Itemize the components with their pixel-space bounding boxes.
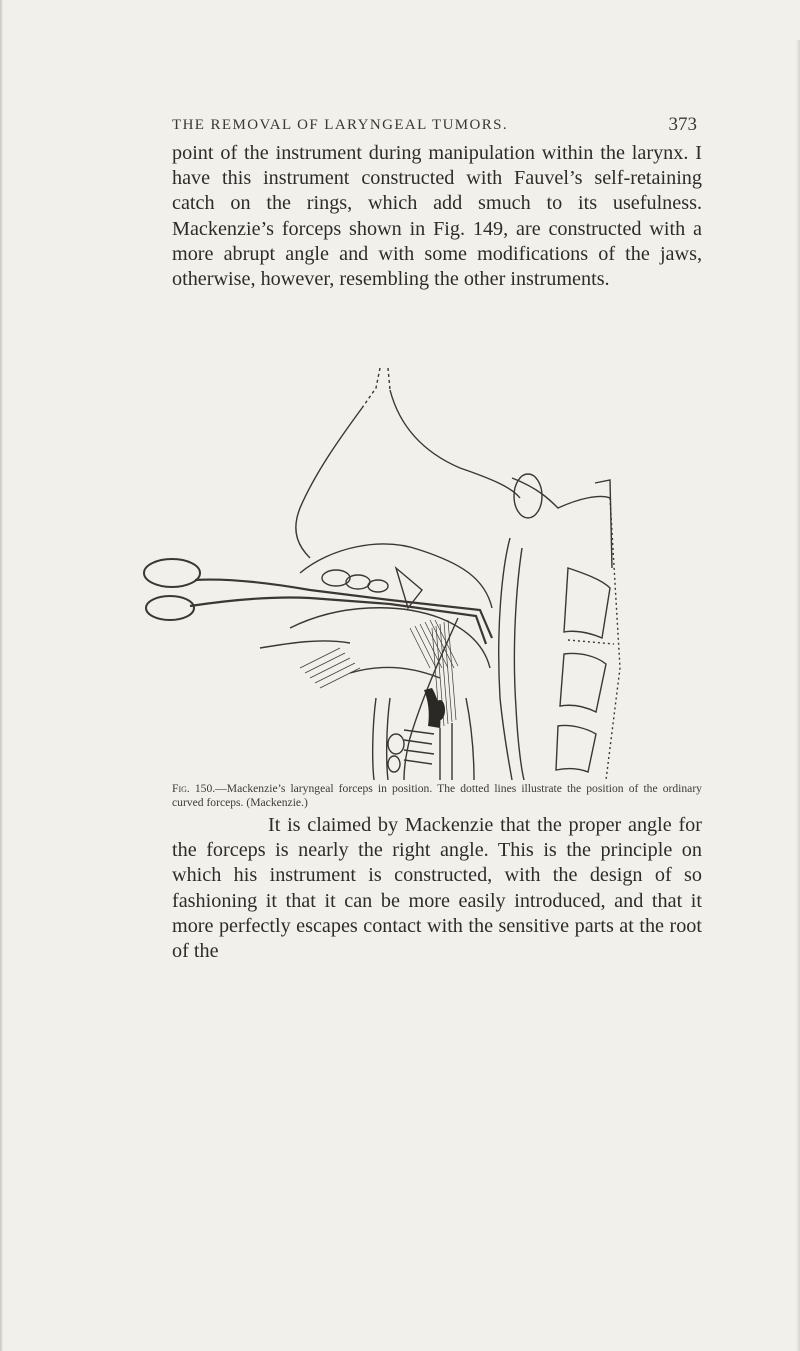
- page-edge-left: [0, 0, 3, 1351]
- page-edge-right: [796, 40, 800, 1351]
- figure-label: Fig. 150.: [172, 782, 216, 795]
- page-number: 373: [668, 114, 697, 135]
- running-head: THE REMOVAL OF LARYNGEAL TUMORS.: [172, 117, 509, 133]
- figure-caption: [172, 782, 702, 810]
- forceps-ring-upper: [144, 559, 200, 587]
- paragraph-2-text: It is claimed by Mackenzie that the proper angle for the forceps is nearly the right angle. This is the principle on which his instrument is constructed, with the design of so fashioning it that it can be more easily introduced, and that it more perfectly escapes contact with the sensitive parts at the root of the: [172, 814, 702, 963]
- paragraph-1: point of the instrument during manipulation within the larynx. I have this instrument constructed with Fauvel’s self-retaining catch on the rings, which add smuch to its usefulness. Mackenzie’s forceps shown in Fig. 149, are constructed with a more abrupt angle and with some modifications of the jaws, otherwise, however, resembling the other instruments.: [172, 142, 702, 291]
- paragraph-2: [172, 813, 702, 964]
- dotted-forceps-line: [362, 368, 380, 408]
- forceps-ring-lower: [146, 596, 194, 620]
- figure-caption-text: —Mackenzie’s laryngeal forceps in position. The dotted lines illustrate the position of the ordinary curved forceps. (Mackenzie.): [172, 782, 702, 810]
- figure-illustration: [140, 368, 640, 780]
